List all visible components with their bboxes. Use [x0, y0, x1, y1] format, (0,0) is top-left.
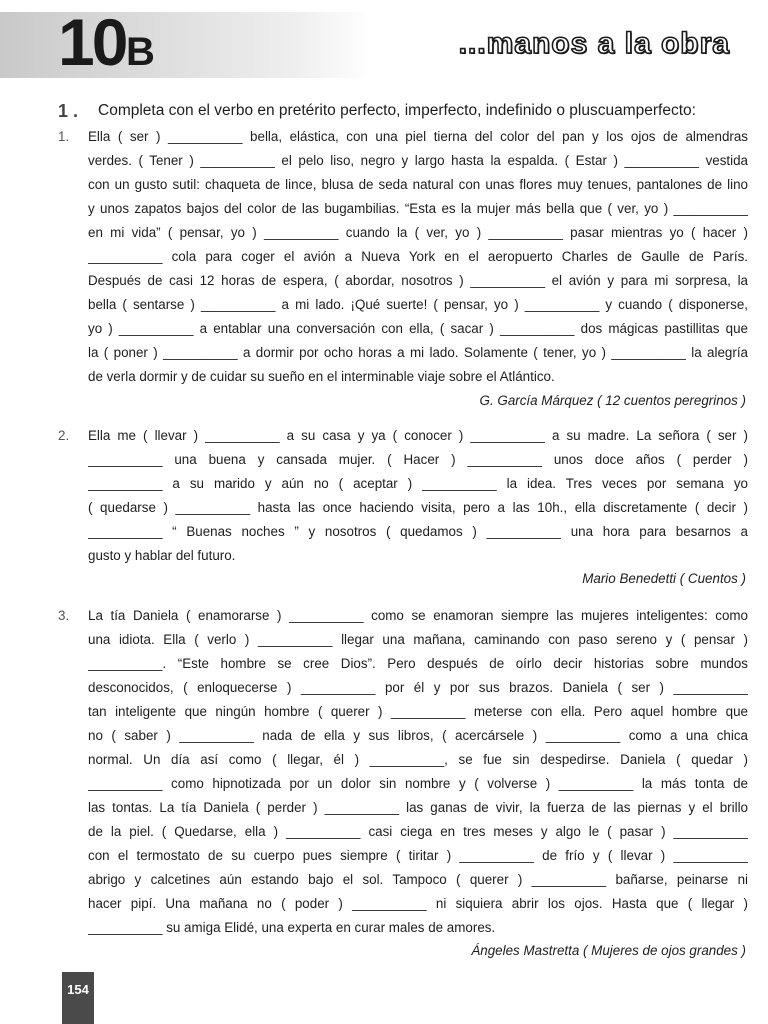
- exercise-line: la ( poner ) __________ a dormir por ocho horas a mi lado. Solamente ( tener, yo ) __________ la alegría: [88, 345, 748, 360]
- page-number: 154: [67, 982, 89, 997]
- exercise-line: las tontas. La tía Daniela ( perder ) __________ las ganas de vivir, la fuerza de las piernas y el brillo: [88, 800, 748, 815]
- exercise-line: verdes. ( Tener ) __________ el pelo liso, negro y largo hasta la espalda. ( Estar ) __________ vestida: [88, 153, 748, 168]
- exercise-line: __________ su amiga Elidé, una experta en curar males de amores.: [88, 920, 496, 935]
- exercise-line: desconocidos, ( enloquecerse ) __________ por él y por sus brazos. Daniela ( ser ) __________: [88, 680, 748, 695]
- exercise-line: con un gusto sutil: chaqueta de lince, blusa de seda natural con unas flores muy tenues, pantalones de lino: [88, 177, 748, 192]
- exercise-number-1: 1.: [58, 129, 70, 144]
- exercise-line: __________ una buena y cansada mujer. ( Hacer ) __________ unos doce años ( perder ): [88, 452, 748, 467]
- exercise-line: gusto y hablar del futuro.: [88, 548, 236, 563]
- exercise-line: bella ( sentarse ) __________ a mi lado. ¡Qué suerte! ( pensar, yo ) __________ y cuando ( disponerse,: [88, 297, 748, 312]
- exercise-number-2: 2.: [58, 428, 70, 443]
- exercise-line: en mi vida” ( pensar, yo ) __________ cuando la ( ver, yo ) __________ pasar mientras yo ( hacer ): [88, 225, 748, 240]
- instruction-text: Completa con el verbo en pretérito perfecto, imperfecto, indefinido o pluscuamperfecto:: [98, 102, 696, 119]
- exercise-line: una idiota. Ella ( verlo ) __________ llegar una mañana, caminando con paso sereno y ( pensar ): [88, 632, 748, 647]
- instruction: [58, 100, 748, 122]
- page-number-tab: [62, 972, 94, 1024]
- exercise-line: __________. “Este hombre se cree Dios”. Pero después de oírlo decir historias sobre mundos: [88, 656, 748, 671]
- unit-letter: B: [126, 30, 155, 74]
- citation-1: G. García Márquez ( 12 cuentos peregrinos ): [479, 393, 746, 408]
- exercise-line: Ella ( ser ) __________ bella, elástica, con una piel tierna del color del pan y los ojos de almendras: [88, 129, 748, 144]
- exercise-line: y unos zapatos bajos del color de las bugambilias. “Esta es la mujer más bella que ( ver, yo ) __________: [88, 201, 748, 216]
- exercise-line: Después de casi 12 horas de espera, ( abordar, nosotros ) __________ el avión y para mi sorpresa, la: [88, 273, 748, 288]
- exercise-line: no ( saber ) __________ nada de ella y sus libros, ( acercársele ) __________ como a una chica: [88, 728, 748, 743]
- exercise-line: __________ como hipnotizada por un dolor sin nombre y ( volverse ) __________ la más tonta de: [88, 776, 748, 791]
- exercise-line: de verla dormir y de cuidar su sueño en el interminable viaje sobre el Atlántico.: [88, 369, 555, 384]
- unit-title: ...manos a la obra: [458, 27, 730, 60]
- instruction-number: 1 .: [58, 101, 79, 121]
- exercise-line: Ella me ( llevar ) __________ a su casa y ya ( conocer ) __________ a su madre. La señora ( ser ): [88, 428, 748, 443]
- exercise-line: abrigo y calcetines aún estando bajo el sol. Tampoco ( querer ) __________ bañarse, peinarse ni: [88, 872, 748, 887]
- exercise-line: normal. Un día así como ( llegar, él ) __________, se fue sin despedirse. Daniela ( quedar ): [88, 752, 748, 767]
- exercise-line: __________ cola para coger el avión a Nueva York en el aeropuerto Charles de Gaulle de París.: [88, 249, 748, 264]
- exercise-number-3: 3.: [58, 608, 70, 623]
- unit-tab-background: [0, 12, 372, 78]
- exercise-line: tan inteligente que ningún hombre ( querer ) __________ meterse con ella. Pero aquel hombre que: [88, 704, 748, 719]
- unit-number: 10: [58, 5, 126, 79]
- citation-2: Mario Benedetti ( Cuentos ): [582, 571, 746, 586]
- exercise-line: __________ a su marido y aún no ( aceptar ) __________ la idea. Tres veces por semana yo: [88, 476, 748, 491]
- exercise-line: La tía Daniela ( enamorarse ) __________ como se enamoran siempre las mujeres inteligentes: como: [88, 608, 748, 623]
- exercise-text-2: [88, 424, 748, 568]
- exercise-text-1: [88, 125, 748, 389]
- exercise-line: __________ “ Buenas noches ” y nosotros ( quedamos ) __________ una hora para besarnos a: [88, 524, 748, 539]
- citation-3: Ángeles Mastretta ( Mujeres de ojos grandes ): [471, 943, 746, 958]
- exercise-line: hacer pipí. Una mañana no ( poder ) __________ ni siquiera abrir los ojos. Hasta que ( llegar ): [88, 896, 748, 911]
- exercise-text-3: [88, 604, 748, 940]
- exercise-line: de la piel. ( Quedarse, ella ) __________ casi ciega en tres meses y algo le ( pasar ) __________: [88, 824, 748, 839]
- exercise-line: con el termostato de su cuerpo pues siempre ( tiritar ) __________ de frío y ( llevar ) __________: [88, 848, 748, 863]
- exercise-line: yo ) __________ a entablar una conversación con ella, ( sacar ) __________ dos mágicas pastillitas que: [88, 321, 748, 336]
- unit-header: [0, 0, 768, 88]
- exercise-line: ( quedarse ) __________ hasta las once haciendo visita, pero a las 10h., ella discretamente ( decir ): [88, 500, 748, 515]
